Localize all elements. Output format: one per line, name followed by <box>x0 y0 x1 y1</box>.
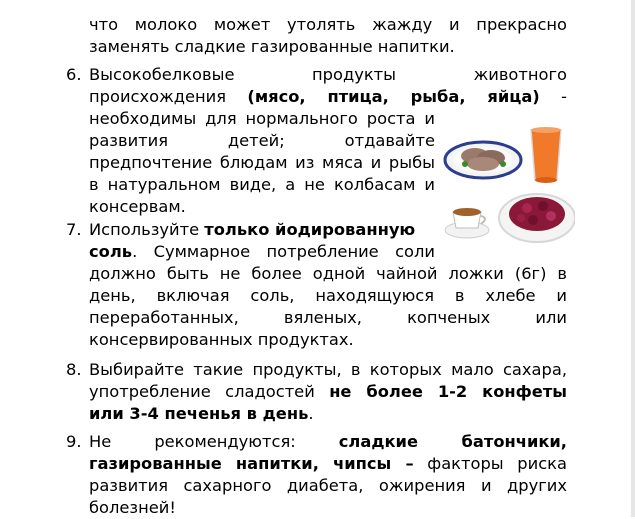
item-6-number: 6. <box>66 65 82 84</box>
item-7-line-5: переработанных, вяленых, копченых или <box>89 308 567 327</box>
tea-cup-icon <box>445 208 489 238</box>
item-6-line-4: развития детей; отдавайте <box>89 131 435 150</box>
item-7-line-3: должно быть не более одной чайной ложки (6г) в <box>89 264 567 283</box>
item-8-number: 8. <box>66 360 82 379</box>
item-7-bold-iodized: только йодированную <box>204 220 416 239</box>
item-9-line-4: болезней! <box>89 498 176 517</box>
item-7-line-1: Используйте только йодированную <box>89 220 416 239</box>
item-7-number: 7. <box>66 220 82 239</box>
item-7-line-2: соль. Суммарное потребление соли <box>89 242 435 261</box>
item-9-line-2: газированные напитки, чипсы – факторы риска <box>89 454 567 473</box>
item-8-bold-candies: не более 1-2 конфеты <box>329 382 567 401</box>
item-8-bold-cookies: или 3-4 печенья в день <box>89 404 309 423</box>
item-6-line-1: Высокобелковые продукты животного <box>89 65 567 84</box>
item-6-line-5: предпочтение блюдам из мяса и рыбы <box>89 153 435 172</box>
item-7-line-6: консервированных продуктах. <box>89 330 354 349</box>
item-9-number: 9. <box>66 432 82 451</box>
juice-glass-icon <box>531 127 561 183</box>
item-7-line-4: день, включая соль, находящуюся в хлебе и <box>89 286 567 305</box>
item-9-line-3: развития сахарного диабета, ожирения и других <box>89 476 567 495</box>
page-edge <box>631 0 635 517</box>
item-6-line-3: необходимы для нормального роста и <box>89 109 435 128</box>
item-7-bold-salt: соль <box>89 242 133 261</box>
item-8-line-3: или 3-4 печенья в день. <box>89 404 314 423</box>
intro-line-1: что молоко может утолять жажду и прекрасно <box>89 15 567 34</box>
item-6-line-6: в натуральном виде, а не колбасам и <box>89 175 435 194</box>
item-9-line-1: Не рекомендуются: сладкие батончики, <box>89 432 567 451</box>
item-8-line-1: Выбирайте такие продукты, в которых мало сахара, <box>89 360 567 379</box>
beet-salad-icon <box>499 194 575 242</box>
item-6-line-7: консервам. <box>89 197 186 216</box>
item-9-bold-drinks: газированные напитки, чипсы – <box>89 454 414 473</box>
item-9-bold-bars: сладкие батончики, <box>338 432 567 451</box>
item-6-bold-foods: (мясо, птица, рыба, яйца) <box>247 87 540 106</box>
meat-plate-icon <box>445 142 521 178</box>
food-illustration <box>443 120 575 248</box>
item-6-line-2: происхождения (мясо, птица, рыба, яйца) - <box>89 87 567 106</box>
item-8-line-2: употребление сладостей не более 1-2 конфеты <box>89 382 567 401</box>
intro-line-2: заменять сладкие газированные напитки. <box>89 37 455 56</box>
